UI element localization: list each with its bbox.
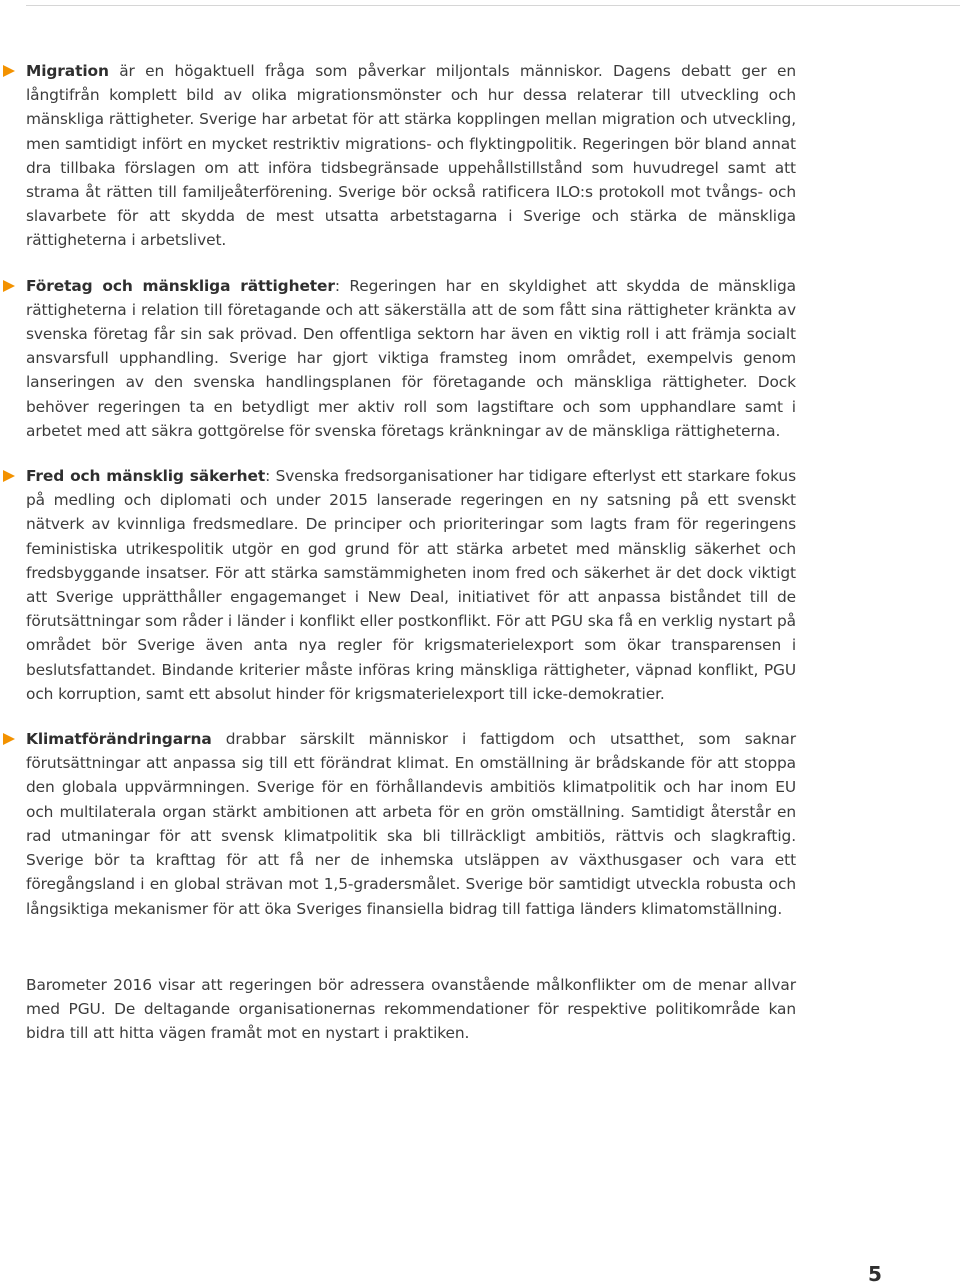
- bullet-body: drabbar särskilt människor i fattigdom och utsatthet, som saknar förutsättningar att anpassa sig till ett förändrat klimat. En omställning är brådskande för att stoppa den globala uppvärmningen. Sverige för en förhållandevis ambitiös klimatpolitik och har inom EU och multilaterala organ stärkt ambitionen att arbeta för en grön omställning. Samtidigt återstår en rad utmaningar för att svensk klimatpolitik ska bli tillräckligt ambitiös, rättvis och slagkraftig. Sverige bör ta krafttag för att få ner de inhemska utsläppen av växthusgaser och vara ett föregångsland i en global strävan mot 1,5-gradersmålet. Sverige bör samtidigt utveckla robusta och långsiktiga mekanismer för att öka Sveriges finansiella bidrag till fattiga länders klimatomställning.: [26, 730, 796, 918]
- bullet-arrow-icon: [3, 733, 15, 745]
- bullet-text: [26, 59, 796, 253]
- bullet-peace-security: [26, 464, 796, 706]
- bullet-list: [26, 59, 796, 942]
- bullet-lead: Migration: [26, 62, 109, 80]
- bullet-climate: [26, 727, 796, 921]
- summary-paragraph: Barometer 2016 visar att regeringen bör adressera ovanstående målkonflikter om de menar allvar med PGU. De deltagande organisationernas rekommendationer för respektive politikområde kan bidra till att hitta vägen framåt mot en nystart i praktiken.: [26, 976, 796, 1043]
- bullet-body: är en högaktuell fråga som påverkar miljontals människor. Dagens debatt ger en långtifrån komplett bild av olika migrationsmönster och hur dessa relaterar till utveckling och mänskliga rättigheter. Sverige har arbetat för att stärka kopplingen mellan migration och utveckling, men samtidigt infört en mycket restriktiv migrations- och flyktingpolitik. Regeringen bör bland annat dra tillbaka förslagen om att införa tidsbegränsade uppehållstillstånd som huvudregel samt att strama åt rätten till familjeåterförening. Sverige bör också ratificera ILO:s protokoll mot tvångs- och slavarbete för att skydda de mest utsatta arbetstagarna i Sverige och stärka de mänskliga rättigheterna i arbetslivet.: [26, 62, 796, 250]
- page-number: 5: [868, 1262, 882, 1286]
- bullet-text: [26, 274, 796, 443]
- bullet-lead: Företag och mänskliga rättigheter: [26, 276, 335, 295]
- bullet-arrow-icon: [3, 65, 15, 77]
- bullet-migration: [26, 59, 796, 253]
- bullet-arrow-icon: [3, 470, 15, 482]
- bullet-text: [26, 727, 796, 921]
- bullet-body: : Svenska fredsorganisationer har tidigare efterlyst ett starkare fokus på medling och diplomati och under 2015 lanserade regeringen en ny satsning på ett svenskt nätverk av kvinnliga fredsmedlare. De principer och prioriteringar som lagts fram för regeringens feministiska utrikespolitik utgör en god grund för att stärka arbetet med mänsklig säkerhet och fredsbyggande insatser. För att stärka samstämmigheten inom fred och säkerhet är det dock viktigt att Sverige upprätthåller engagemanget i New Deal, initiativet för att anpassa biståndet till de förutsättningar som råder i länder i konflikt eller postkonflikt. För att PGU ska få en verklig nystart på området bör Sverige även anta nya regler för krigsmaterielexport som ökar transparensen i beslutsfattandet. Bindande kriterier måste införas kring mänskliga rättigheter, väpnad konflikt, PGU och korruption, samt ett absolut hinder för krigsmaterielexport till icke-demokratier.: [26, 467, 796, 703]
- bullet-lead: Klimatförändringarna: [26, 730, 212, 749]
- bullet-business-human-rights: [26, 274, 796, 443]
- bullet-arrow-icon: [3, 280, 15, 292]
- top-rule: [26, 5, 960, 6]
- bullet-body: : Regeringen har en skyldighet att skydda de mänskliga rättigheterna i relation till företagande och att säkerställa att de som fått sina rättigheter kränkta av svenska företag får sin sak prövad. Den offentliga sektorn har även en viktig roll i att främja socialt ansvarsfull upphandling. Sverige har gjort viktiga framsteg inom området, exempelvis genom lanseringen av den svenska handlingsplanen för företagande och mänskliga rättigheter. Dock behöver regeringen ta en betydligt mer aktiv roll som lagstiftare och som upphandlare samt i arbetet med att säkra gottgörelse för svenska företags kränkningar av de mänskliga rättigheterna.: [26, 276, 797, 440]
- bullet-text: [26, 464, 796, 706]
- bullet-lead: Fred och mänsklig säkerhet: [26, 467, 266, 486]
